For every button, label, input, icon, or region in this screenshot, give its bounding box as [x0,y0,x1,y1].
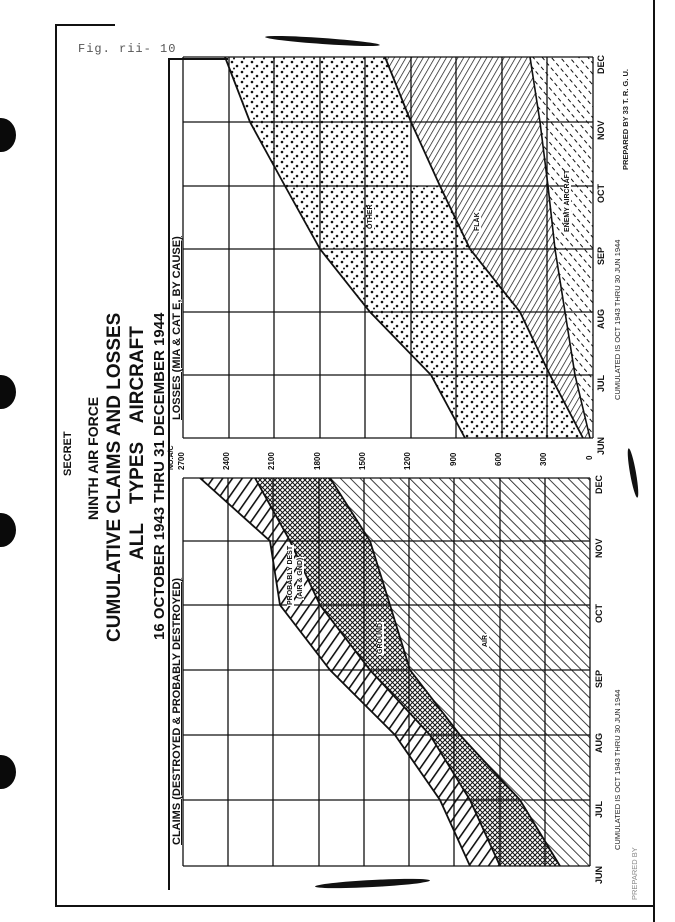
title-line-2: CUMULATIVE CLAIMS AND LOSSES [104,312,125,642]
y-tick: 1800 [313,452,322,470]
y-tick: 0 [585,455,594,460]
claims-month-nov: NOV [594,538,604,558]
claims-month-oct: OCT [594,604,604,623]
losses-label-flak: FLAK [474,212,481,231]
y-tick: 1200 [403,452,412,470]
claims-axis-title: CLAIMS (DESTROYED & PROBABLY DESTROYED) [171,577,183,845]
claims-label-probable: PROBABLY DEST [287,545,294,605]
losses-label-other: OTHER [367,204,374,229]
classification-label: SECRET [62,431,74,476]
y-tick: 2700 [177,452,186,470]
losses-month-jul: JUL [596,374,606,392]
claims-chart [183,478,590,866]
losses-cumulated-note: CUMULATED IS OCT 1943 THRU 30 JUN 1944 [613,239,622,400]
title-line-4: 16 OCTOBER 1943 THRU 31 DECEMBER 1944 [151,312,168,640]
losses-month-oct: OCT [596,184,606,203]
claims-label-probable-sub: (AIR & GND) [297,557,304,599]
y-tick: 300 [539,452,548,466]
losses-month-aug: AUG [596,309,606,329]
losses-month-nov: NOV [596,120,606,140]
losses-label-enemy: ENEMY AIRCRAFT [564,169,571,232]
claims-month-aug: AUG [594,733,604,753]
y-tick: 600 [494,452,503,466]
claims-month-sep: SEP [594,669,604,688]
y-axis-unit-label: NO.A/C [168,445,175,470]
losses-month-dec: DEC [596,54,606,74]
losses-month-sep: SEP [596,246,606,265]
claims-label-air: AIR [482,634,489,647]
y-tick: 900 [449,452,458,466]
y-tick: 2400 [222,452,231,470]
losses-axis-title: LOSSES (MIA & CAT E, BY CAUSE) [171,236,183,420]
claims-month-jun: JUN [594,865,604,884]
claims-month-dec: DEC [594,474,604,494]
title-line-1: NINTH AIR FORCE [85,396,101,520]
losses-month-jun: JUN [596,436,606,455]
losses-chart [183,57,593,438]
claims-foot-note: PREPARED BY [630,847,639,900]
claims-label-ground: GROUND [377,622,384,654]
claims-month-jul: JUL [594,800,604,818]
title-line-3: ALL TYPES AIRCRAFT [127,326,148,560]
y-tick: 1500 [358,452,367,470]
figure-reference: Fig. rii- 10 [78,42,177,56]
y-tick: 2100 [267,452,276,470]
losses-prepared-by: PREPARED BY 33 T. R. G. U. [621,69,630,170]
claims-cumulated-note: CUMULATED IS OCT 1943 THRU 30 JUN 1944 [613,689,622,850]
